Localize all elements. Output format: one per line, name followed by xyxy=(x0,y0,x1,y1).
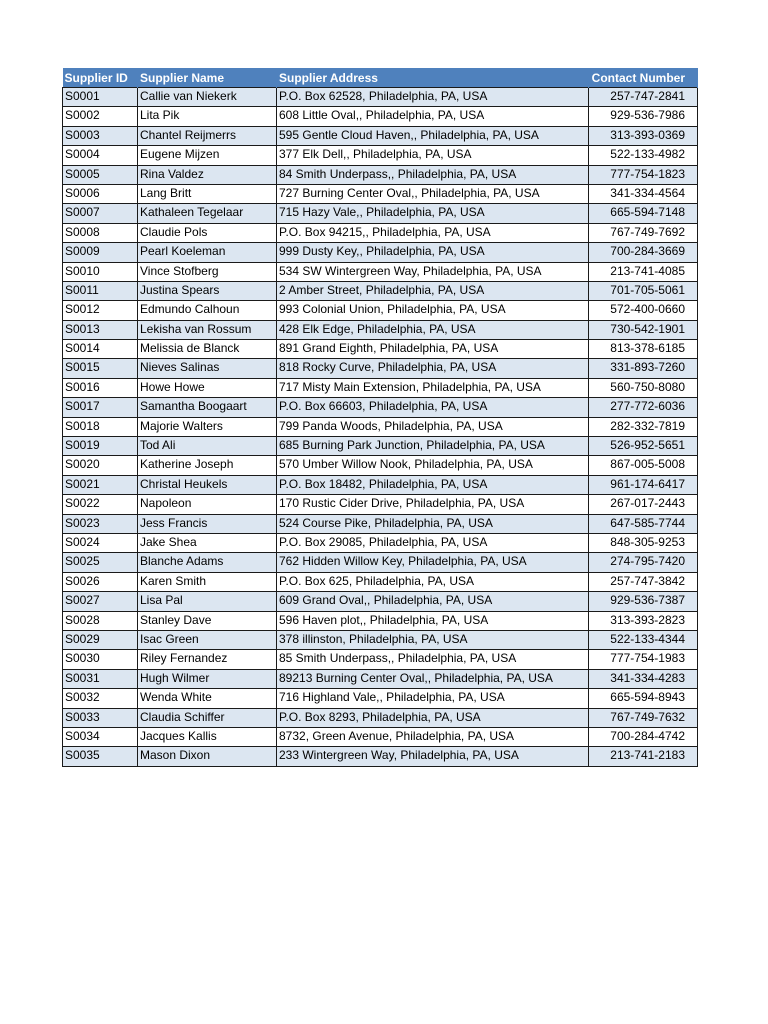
supplier-address-cell: 762 Hidden Willow Key, Philadelphia, PA, USA xyxy=(277,553,589,572)
supplier-address-cell: 727 Burning Center Oval,, Philadelphia, PA, USA xyxy=(277,184,589,203)
supplier-id-cell: S0007 xyxy=(63,204,138,223)
contact-number-cell: 665-594-8943 xyxy=(589,689,698,708)
supplier-address-cell: P.O. Box 66603, Philadelphia, PA, USA xyxy=(277,398,589,417)
table-row xyxy=(63,533,698,552)
supplier-address-cell: 85 Smith Underpass,, Philadelphia, PA, USA xyxy=(277,650,589,669)
contact-number-cell: 767-749-7632 xyxy=(589,708,698,727)
supplier-name-cell: Napoleon xyxy=(138,495,277,514)
contact-number-cell: 929-536-7387 xyxy=(589,592,698,611)
supplier-id-cell: S0034 xyxy=(63,727,138,746)
table-row xyxy=(63,456,698,475)
contact-number-cell: 277-772-6036 xyxy=(589,398,698,417)
contact-number-cell: 647-585-7744 xyxy=(589,514,698,533)
contact-number-cell: 813-378-6185 xyxy=(589,340,698,359)
supplier-address-cell: 89213 Burning Center Oval,, Philadelphia, PA, USA xyxy=(277,669,589,688)
supplier-address-cell: P.O. Box 62528, Philadelphia, PA, USA xyxy=(277,88,589,107)
supplier-address-cell: 377 Elk Dell,, Philadelphia, PA, USA xyxy=(277,146,589,165)
contact-number-cell: 730-542-1901 xyxy=(589,320,698,339)
contact-number-cell: 560-750-8080 xyxy=(589,378,698,397)
table-row xyxy=(63,262,698,281)
contact-number-cell: 522-133-4344 xyxy=(589,630,698,649)
supplier-id-cell: S0002 xyxy=(63,107,138,126)
contact-number-cell: 522-133-4982 xyxy=(589,146,698,165)
table-row xyxy=(63,592,698,611)
table-body xyxy=(63,88,698,767)
supplier-id-cell: S0003 xyxy=(63,126,138,145)
supplier-id-cell: S0006 xyxy=(63,184,138,203)
supplier-address-cell: 233 Wintergreen Way, Philadelphia, PA, USA xyxy=(277,747,589,766)
contact-number-cell: 331-893-7260 xyxy=(589,359,698,378)
header-row xyxy=(63,68,698,88)
table-row xyxy=(63,553,698,572)
table-row xyxy=(63,204,698,223)
supplier-address-cell: 999 Dusty Key,, Philadelphia, PA, USA xyxy=(277,243,589,262)
supplier-name-cell: Edmundo Calhoun xyxy=(138,301,277,320)
supplier-id-cell: S0001 xyxy=(63,88,138,107)
supplier-name-cell: Tod Ali xyxy=(138,437,277,456)
supplier-name-cell: Wenda White xyxy=(138,689,277,708)
supplier-address-cell: 717 Misty Main Extension, Philadelphia, PA, USA xyxy=(277,378,589,397)
supplier-address-cell: 428 Elk Edge, Philadelphia, PA, USA xyxy=(277,320,589,339)
supplier-name-cell: Lita Pik xyxy=(138,107,277,126)
supplier-name-cell: Jacques Kallis xyxy=(138,727,277,746)
table-row xyxy=(63,88,698,107)
supplier-address-cell: P.O. Box 29085, Philadelphia, PA, USA xyxy=(277,533,589,552)
supplier-id-cell: S0018 xyxy=(63,417,138,436)
table-row xyxy=(63,708,698,727)
contact-number-cell: 700-284-3669 xyxy=(589,243,698,262)
supplier-address-cell: 534 SW Wintergreen Way, Philadelphia, PA, USA xyxy=(277,262,589,281)
supplier-id-cell: S0035 xyxy=(63,747,138,766)
supplier-address-cell: 170 Rustic Cider Drive, Philadelphia, PA, USA xyxy=(277,495,589,514)
supplier-name-cell: Lang Britt xyxy=(138,184,277,203)
contact-number-cell: 341-334-4283 xyxy=(589,669,698,688)
supplier-id-cell: S0008 xyxy=(63,223,138,242)
supplier-name-cell: Chantel Reijmerrs xyxy=(138,126,277,145)
table-row xyxy=(63,107,698,126)
supplier-address-cell: 570 Umber Willow Nook, Philadelphia, PA, USA xyxy=(277,456,589,475)
supplier-address-cell: 818 Rocky Curve, Philadelphia, PA, USA xyxy=(277,359,589,378)
contact-number-cell: 257-747-2841 xyxy=(589,88,698,107)
supplier-id-cell: S0020 xyxy=(63,456,138,475)
table-row xyxy=(63,340,698,359)
header-supplier-id: Supplier ID xyxy=(63,68,138,88)
supplier-id-cell: S0010 xyxy=(63,262,138,281)
supplier-name-cell: Lekisha van Rossum xyxy=(138,320,277,339)
table-row xyxy=(63,514,698,533)
contact-number-cell: 767-749-7692 xyxy=(589,223,698,242)
table-row xyxy=(63,378,698,397)
supplier-address-cell: 84 Smith Underpass,, Philadelphia, PA, USA xyxy=(277,165,589,184)
supplier-id-cell: S0025 xyxy=(63,553,138,572)
table-row xyxy=(63,184,698,203)
table-row xyxy=(63,727,698,746)
supplier-name-cell: Nieves Salinas xyxy=(138,359,277,378)
supplier-id-cell: S0015 xyxy=(63,359,138,378)
table-row xyxy=(63,475,698,494)
supplier-address-cell: 2 Amber Street, Philadelphia, PA, USA xyxy=(277,281,589,300)
supplier-address-cell: 715 Hazy Vale,, Philadelphia, PA, USA xyxy=(277,204,589,223)
contact-number-cell: 213-741-4085 xyxy=(589,262,698,281)
contact-number-cell: 313-393-2823 xyxy=(589,611,698,630)
supplier-address-cell: 891 Grand Eighth, Philadelphia, PA, USA xyxy=(277,340,589,359)
supplier-name-cell: Pearl Koeleman xyxy=(138,243,277,262)
contact-number-cell: 267-017-2443 xyxy=(589,495,698,514)
supplier-name-cell: Katherine Joseph xyxy=(138,456,277,475)
supplier-address-cell: 716 Highland Vale,, Philadelphia, PA, USA xyxy=(277,689,589,708)
table-row xyxy=(63,281,698,300)
table-row xyxy=(63,359,698,378)
supplier-id-cell: S0026 xyxy=(63,572,138,591)
supplier-id-cell: S0030 xyxy=(63,650,138,669)
table-row xyxy=(63,417,698,436)
table-row xyxy=(63,669,698,688)
supplier-name-cell: Claudia Schiffer xyxy=(138,708,277,727)
supplier-name-cell: Callie van Niekerk xyxy=(138,88,277,107)
supplier-name-cell: Stanley Dave xyxy=(138,611,277,630)
table-row xyxy=(63,572,698,591)
supplier-id-cell: S0014 xyxy=(63,340,138,359)
supplier-address-cell: 609 Grand Oval,, Philadelphia, PA, USA xyxy=(277,592,589,611)
supplier-table xyxy=(62,68,698,767)
contact-number-cell: 848-305-9253 xyxy=(589,533,698,552)
supplier-address-cell: P.O. Box 625, Philadelphia, PA, USA xyxy=(277,572,589,591)
table-row xyxy=(63,495,698,514)
contact-number-cell: 700-284-4742 xyxy=(589,727,698,746)
contact-number-cell: 257-747-3842 xyxy=(589,572,698,591)
table-row xyxy=(63,126,698,145)
table-row xyxy=(63,689,698,708)
contact-number-cell: 213-741-2183 xyxy=(589,747,698,766)
contact-number-cell: 526-952-5651 xyxy=(589,437,698,456)
supplier-id-cell: S0016 xyxy=(63,378,138,397)
supplier-id-cell: S0021 xyxy=(63,475,138,494)
supplier-id-cell: S0017 xyxy=(63,398,138,417)
table-row xyxy=(63,650,698,669)
supplier-address-cell: 524 Course Pike, Philadelphia, PA, USA xyxy=(277,514,589,533)
supplier-name-cell: Jake Shea xyxy=(138,533,277,552)
supplier-name-cell: Samantha Boogaart xyxy=(138,398,277,417)
supplier-id-cell: S0031 xyxy=(63,669,138,688)
supplier-id-cell: S0029 xyxy=(63,630,138,649)
supplier-id-cell: S0013 xyxy=(63,320,138,339)
contact-number-cell: 341-334-4564 xyxy=(589,184,698,203)
supplier-id-cell: S0022 xyxy=(63,495,138,514)
contact-number-cell: 665-594-7148 xyxy=(589,204,698,223)
contact-number-cell: 777-754-1823 xyxy=(589,165,698,184)
supplier-name-cell: Isac Green xyxy=(138,630,277,649)
contact-number-cell: 701-705-5061 xyxy=(589,281,698,300)
table-row xyxy=(63,165,698,184)
header-contact-number: Contact Number xyxy=(589,68,698,88)
supplier-address-cell: 685 Burning Park Junction, Philadelphia, PA, USA xyxy=(277,437,589,456)
supplier-address-cell: P.O. Box 8293, Philadelphia, PA, USA xyxy=(277,708,589,727)
header-supplier-name: Supplier Name xyxy=(138,68,277,88)
contact-number-cell: 572-400-0660 xyxy=(589,301,698,320)
supplier-name-cell: Blanche Adams xyxy=(138,553,277,572)
supplier-name-cell: Riley Fernandez xyxy=(138,650,277,669)
supplier-id-cell: S0009 xyxy=(63,243,138,262)
contact-number-cell: 282-332-7819 xyxy=(589,417,698,436)
supplier-name-cell: Rina Valdez xyxy=(138,165,277,184)
table-row xyxy=(63,301,698,320)
table-row xyxy=(63,437,698,456)
supplier-name-cell: Vince Stofberg xyxy=(138,262,277,281)
supplier-id-cell: S0005 xyxy=(63,165,138,184)
supplier-id-cell: S0019 xyxy=(63,437,138,456)
supplier-name-cell: Jess Francis xyxy=(138,514,277,533)
table-header xyxy=(63,68,698,88)
supplier-name-cell: Melissia de Blanck xyxy=(138,340,277,359)
supplier-name-cell: Majorie Walters xyxy=(138,417,277,436)
table-row xyxy=(63,630,698,649)
supplier-address-cell: 596 Haven plot,, Philadelphia, PA, USA xyxy=(277,611,589,630)
supplier-id-cell: S0012 xyxy=(63,301,138,320)
contact-number-cell: 274-795-7420 xyxy=(589,553,698,572)
supplier-name-cell: Karen Smith xyxy=(138,572,277,591)
supplier-id-cell: S0011 xyxy=(63,281,138,300)
table-row xyxy=(63,146,698,165)
table-row xyxy=(63,747,698,766)
supplier-name-cell: Eugene Mijzen xyxy=(138,146,277,165)
header-supplier-address: Supplier Address xyxy=(277,68,589,88)
supplier-name-cell: Claudie Pols xyxy=(138,223,277,242)
supplier-name-cell: Christal Heukels xyxy=(138,475,277,494)
supplier-name-cell: Mason Dixon xyxy=(138,747,277,766)
contact-number-cell: 867-005-5008 xyxy=(589,456,698,475)
contact-number-cell: 313-393-0369 xyxy=(589,126,698,145)
table-row xyxy=(63,611,698,630)
supplier-name-cell: Lisa Pal xyxy=(138,592,277,611)
table-row xyxy=(63,223,698,242)
supplier-address-cell: 993 Colonial Union, Philadelphia, PA, USA xyxy=(277,301,589,320)
table-row xyxy=(63,243,698,262)
supplier-id-cell: S0032 xyxy=(63,689,138,708)
supplier-address-cell: 378 illinston, Philadelphia, PA, USA xyxy=(277,630,589,649)
supplier-name-cell: Howe Howe xyxy=(138,378,277,397)
supplier-address-cell: P.O. Box 94215,, Philadelphia, PA, USA xyxy=(277,223,589,242)
contact-number-cell: 961-174-6417 xyxy=(589,475,698,494)
contact-number-cell: 929-536-7986 xyxy=(589,107,698,126)
supplier-name-cell: Hugh Wilmer xyxy=(138,669,277,688)
supplier-address-cell: 8732, Green Avenue, Philadelphia, PA, USA xyxy=(277,727,589,746)
supplier-id-cell: S0024 xyxy=(63,533,138,552)
supplier-address-cell: 595 Gentle Cloud Haven,, Philadelphia, PA, USA xyxy=(277,126,589,145)
supplier-id-cell: S0033 xyxy=(63,708,138,727)
contact-number-cell: 777-754-1983 xyxy=(589,650,698,669)
supplier-address-cell: 799 Panda Woods, Philadelphia, PA, USA xyxy=(277,417,589,436)
supplier-address-cell: P.O. Box 18482, Philadelphia, PA, USA xyxy=(277,475,589,494)
supplier-id-cell: S0004 xyxy=(63,146,138,165)
table-row xyxy=(63,320,698,339)
supplier-name-cell: Justina Spears xyxy=(138,281,277,300)
supplier-id-cell: S0023 xyxy=(63,514,138,533)
table-row xyxy=(63,398,698,417)
supplier-id-cell: S0027 xyxy=(63,592,138,611)
supplier-id-cell: S0028 xyxy=(63,611,138,630)
supplier-name-cell: Kathaleen Tegelaar xyxy=(138,204,277,223)
supplier-address-cell: 608 Little Oval,, Philadelphia, PA, USA xyxy=(277,107,589,126)
